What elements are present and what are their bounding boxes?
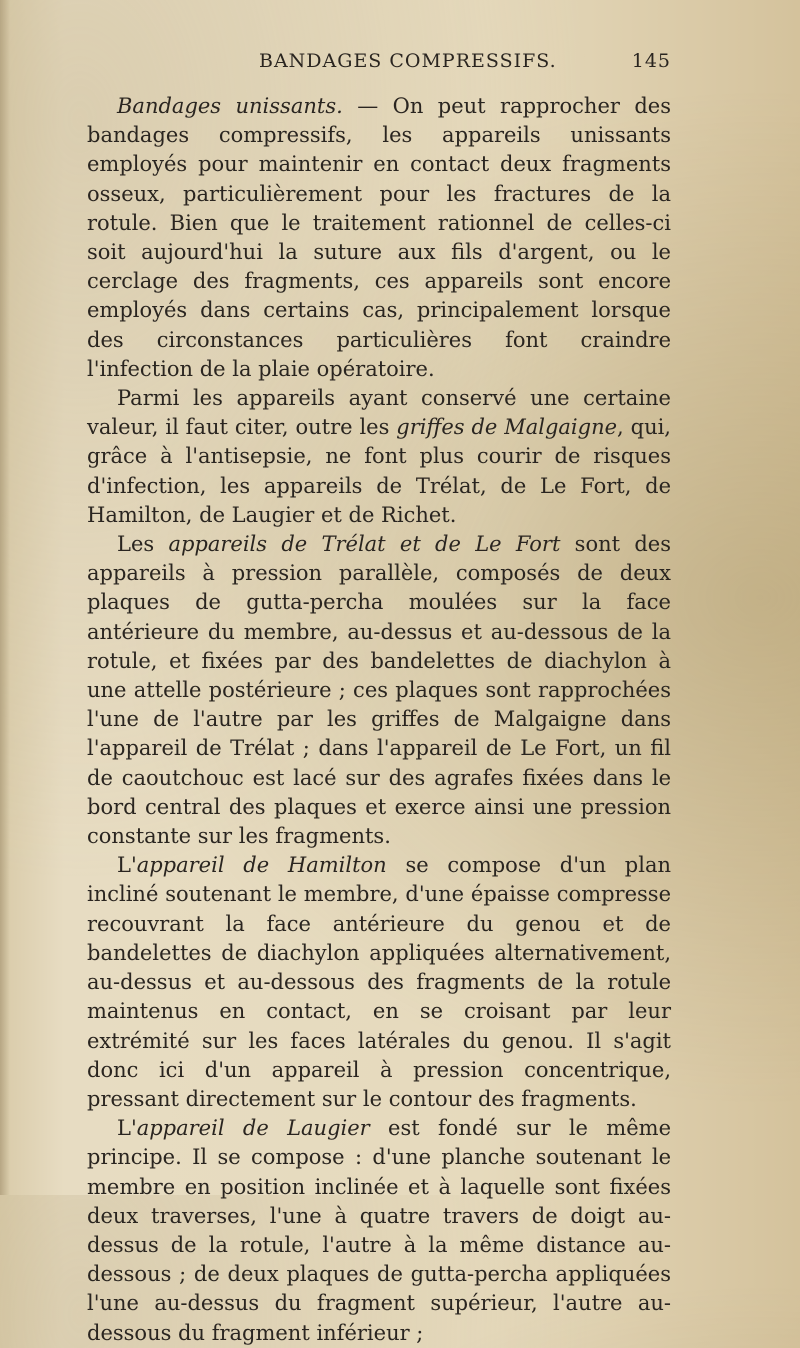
page-edge	[0, 0, 10, 1195]
paragraph-text: , qui, grâce à l'antisepsie, ne font plus courir de risques d'infection, les appareils de Trélat, de Le Fort, de Hamilton, de Laugier et de Richet.	[87, 415, 671, 527]
paragraph-appareils-list	[87, 384, 671, 530]
italic-term: appareil de Hamilton	[136, 853, 387, 878]
paragraph-text: Les	[117, 532, 169, 557]
paragraph-text: se compose d'un plan incliné soutenant le membre, d'une épaisse compresse recouvrant la face antérieure du genou et de bandelettes de diachylon appliquées alternativement, au-dessus et au-dessous des fragments de la rotule maintenus en contact, en se croisant par leur extrémité sur les faces latérales du genou. Il s'agit donc ici d'un appareil à pression concentrique, pressant directement sur le contour des fragments.	[87, 853, 671, 1111]
paragraph-laugier	[87, 1114, 671, 1348]
italic-term: griffes de Malgaigne	[396, 415, 618, 440]
page-number: 145	[631, 50, 671, 72]
paragraph-text: est fondé sur le même principe. Il se compose : d'une planche soutenant le membre en position inclinée et à laquelle sont fixées deux traverses, l'une à quatre travers de doigt au-dessus de la rotule, l'autre à la même distance au-dessous ; de deux plaques de gutta-percha appliquées l'une au-dessus du fragment supérieur, l'autre au-dessous du fragment inférieur ;	[87, 1116, 671, 1345]
italic-term: appareil de Laugier	[136, 1116, 370, 1141]
paragraph-bandages-unissants	[87, 92, 671, 384]
paragraph-text: Parmi les appareils ayant conservé une certaine valeur, il faut citer, outre les	[87, 386, 671, 440]
paragraph-text: L'	[117, 1116, 137, 1141]
paragraph-text: L'	[117, 853, 137, 878]
italic-term: appareils de Trélat et de Le Fort	[168, 532, 561, 557]
paragraph-text: sont des appareils à pression parallèle, composés de deux plaques de gutta-percha moulées sur la face antérieure du membre, au-dessus et au-dessous de la rotule, et fixées par des bandelettes de diachylon à une attelle postérieure ; ces plaques sont rapprochées l'une de l'autre par les griffes de Malgaigne dans l'appareil de Trélat ; dans l'appareil de Le Fort, un fil de caoutchouc est lacé sur des agrafes fixées dans le bord central des plaques et exerce ainsi une pression constante sur les fragments.	[87, 532, 671, 849]
running-head-title: BANDAGES COMPRESSIFS.	[259, 50, 557, 72]
body-text	[87, 92, 671, 1348]
section-heading-italic: Bandages unissants.	[117, 94, 343, 118]
paragraph-text: — On peut rapprocher des bandages compressifs, les appareils unissants employés pour maintenir en contact deux fragments osseux, particulièrement pour les fractures de la rotule. Bien que le traitement rationnel de celles-ci soit aujourd'hui la suture aux fils d'argent, ou le cerclage des fragments, ces appareils sont encore employés dans certains cas, principalement lorsque des circonstances particulières font craindre l'infection de la plaie opératoire.	[87, 94, 671, 381]
paragraph-trelat-lefort	[87, 530, 671, 851]
running-head	[87, 50, 671, 76]
paragraph-hamilton	[87, 851, 671, 1114]
